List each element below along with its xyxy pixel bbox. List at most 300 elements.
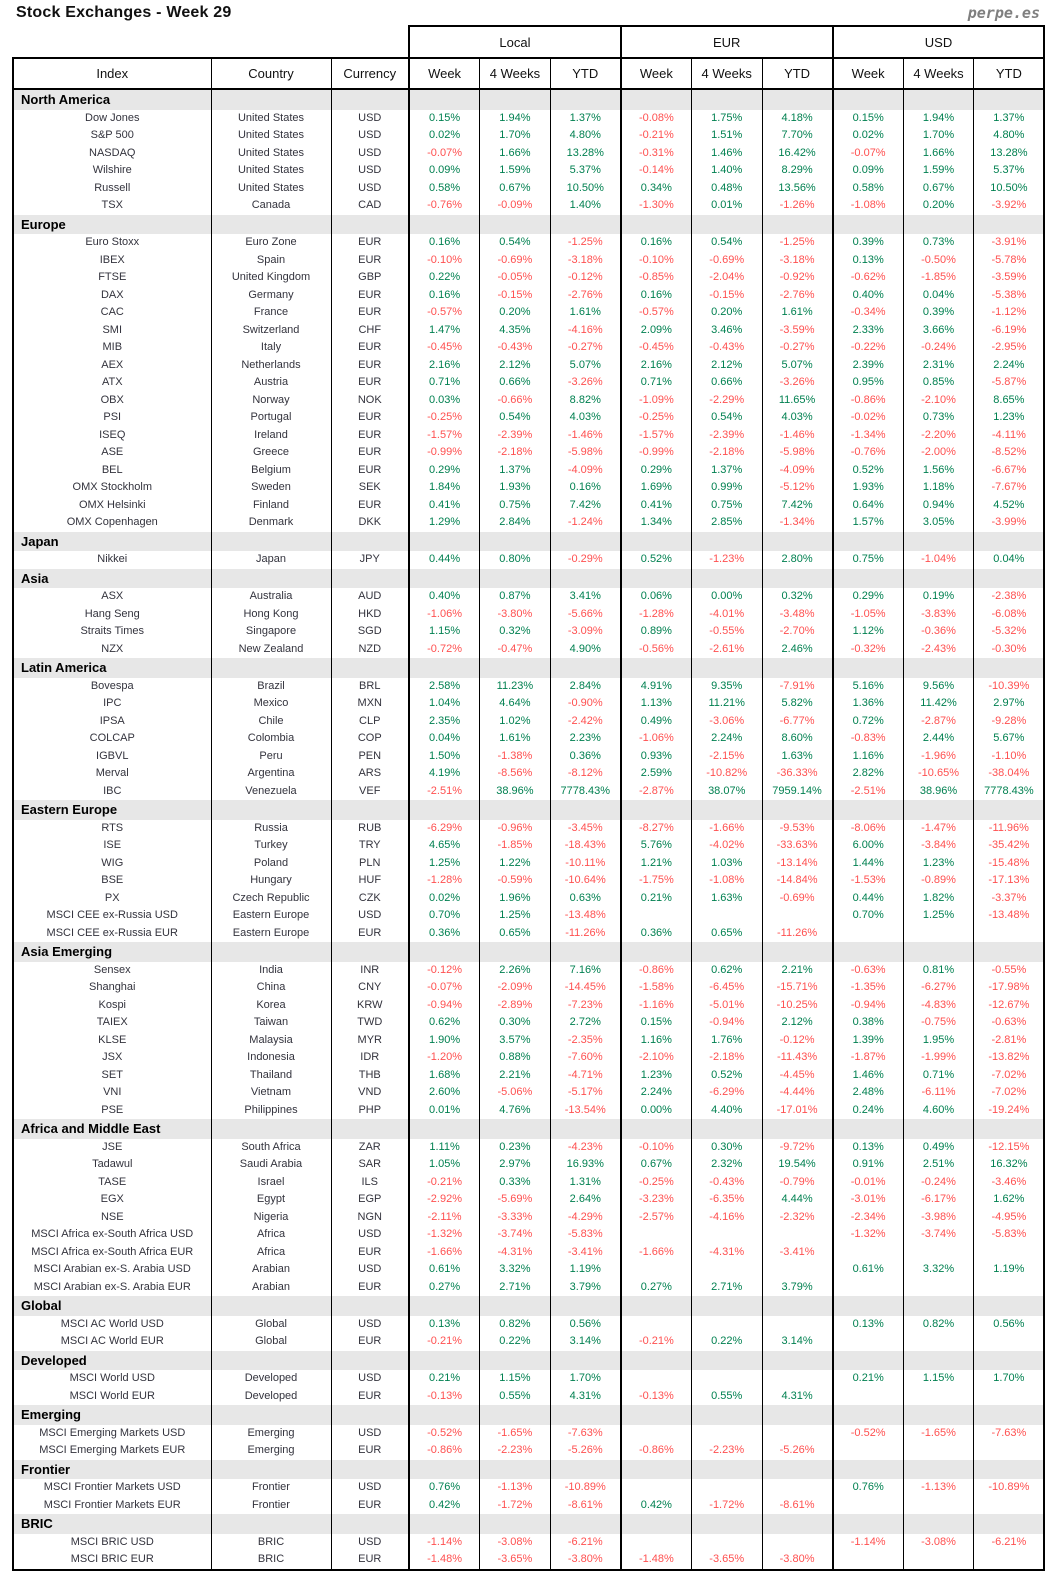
value-cell: 0.44%: [409, 551, 480, 569]
value-cell: -0.79%: [762, 1174, 833, 1192]
country-cell: Vietnam: [211, 1084, 331, 1102]
value-cell: -0.55%: [691, 623, 762, 641]
value-cell: 8.82%: [550, 392, 621, 410]
value-cell: 0.82%: [480, 1316, 551, 1334]
index-cell: ATX: [13, 374, 211, 392]
value-cell: [974, 1333, 1045, 1351]
value-cell: -0.92%: [762, 269, 833, 287]
section-filler-cell: [480, 1514, 551, 1534]
section-filler-cell: [621, 89, 692, 110]
value-cell: -3.26%: [550, 374, 621, 392]
value-cell: 7.70%: [762, 127, 833, 145]
value-cell: 0.49%: [903, 1139, 974, 1157]
index-cell: SET: [13, 1067, 211, 1085]
value-cell: -0.22%: [833, 339, 904, 357]
value-cell: -1.14%: [833, 1534, 904, 1552]
value-cell: -0.96%: [480, 820, 551, 838]
index-cell: JSE: [13, 1139, 211, 1157]
value-cell: -6.21%: [550, 1534, 621, 1552]
section-filler-cell: [409, 1351, 480, 1371]
country-cell: Russia: [211, 820, 331, 838]
currency-cell: EUR: [331, 409, 409, 427]
value-cell: -5.06%: [480, 1084, 551, 1102]
value-cell: 0.23%: [480, 1139, 551, 1157]
value-cell: -2.76%: [550, 287, 621, 305]
section-filler-cell: [621, 1119, 692, 1139]
value-cell: -0.86%: [833, 392, 904, 410]
section-filler-cell: [833, 1296, 904, 1316]
value-cell: -4.45%: [762, 1067, 833, 1085]
section-row: [13, 89, 1044, 110]
section-filler-cell: [409, 569, 480, 589]
value-cell: -1.12%: [974, 304, 1045, 322]
value-cell: -2.70%: [762, 623, 833, 641]
value-cell: -0.56%: [621, 641, 692, 659]
section-filler-cell: [691, 1119, 762, 1139]
value-cell: 1.51%: [691, 127, 762, 145]
value-cell: -13.14%: [762, 855, 833, 873]
section-filler-cell: [974, 532, 1045, 552]
value-cell: 0.54%: [691, 409, 762, 427]
section-filler-cell: [211, 1351, 331, 1371]
country-cell: Saudi Arabia: [211, 1156, 331, 1174]
value-cell: -3.59%: [974, 269, 1045, 287]
value-cell: -0.27%: [550, 339, 621, 357]
value-cell: -9.72%: [762, 1139, 833, 1157]
value-cell: -3.08%: [480, 1534, 551, 1552]
column-header-ytd: YTD: [974, 58, 1045, 89]
value-cell: 0.61%: [409, 1261, 480, 1279]
country-cell: Arabian: [211, 1279, 331, 1297]
value-cell: -0.08%: [621, 110, 692, 128]
value-cell: 1.37%: [974, 110, 1045, 128]
value-cell: -1.34%: [833, 427, 904, 445]
value-cell: -19.24%: [974, 1102, 1045, 1120]
value-cell: 0.27%: [409, 1279, 480, 1297]
currency-cell: USD: [331, 162, 409, 180]
currency-cell: USD: [331, 145, 409, 163]
value-cell: 0.04%: [903, 287, 974, 305]
currency-cell: USD: [331, 110, 409, 128]
value-cell: [974, 1244, 1045, 1262]
index-cell: SMI: [13, 322, 211, 340]
value-cell: 16.93%: [550, 1156, 621, 1174]
value-cell: 9.56%: [903, 678, 974, 696]
value-cell: 3.57%: [480, 1032, 551, 1050]
value-cell: 1.22%: [480, 855, 551, 873]
value-cell: -2.10%: [621, 1049, 692, 1067]
currency-cell: VEF: [331, 783, 409, 801]
value-cell: 3.41%: [550, 588, 621, 606]
value-cell: [974, 1497, 1045, 1515]
country-cell: India: [211, 962, 331, 980]
value-cell: 2.46%: [762, 641, 833, 659]
section-filler-cell: [550, 1296, 621, 1316]
section-filler-cell: [621, 1405, 692, 1425]
value-cell: -2.51%: [833, 783, 904, 801]
group-header-spacer: [13, 26, 409, 58]
index-cell: MSCI World EUR: [13, 1388, 211, 1406]
value-cell: -6.35%: [691, 1191, 762, 1209]
index-cell: OMX Copenhagen: [13, 514, 211, 532]
country-cell: United States: [211, 127, 331, 145]
value-cell: 5.67%: [974, 730, 1045, 748]
value-cell: 4.03%: [550, 409, 621, 427]
value-cell: 1.69%: [621, 479, 692, 497]
value-cell: -5.83%: [550, 1226, 621, 1244]
value-cell: -1.28%: [409, 872, 480, 890]
value-cell: 0.13%: [833, 1139, 904, 1157]
section-filler-cell: [480, 1460, 551, 1480]
section-filler-cell: [762, 532, 833, 552]
value-cell: 0.75%: [691, 497, 762, 515]
country-cell: Denmark: [211, 514, 331, 532]
section-filler-cell: [550, 215, 621, 235]
country-cell: Australia: [211, 588, 331, 606]
value-cell: [762, 1261, 833, 1279]
value-cell: 1.70%: [480, 127, 551, 145]
currency-cell: USD: [331, 1316, 409, 1334]
currency-cell: EUR: [331, 444, 409, 462]
currency-cell: EUR: [331, 427, 409, 445]
value-cell: 1.03%: [691, 855, 762, 873]
index-cell: IGBVL: [13, 748, 211, 766]
value-cell: -1.57%: [621, 427, 692, 445]
value-cell: 0.16%: [621, 234, 692, 252]
value-cell: -6.17%: [903, 1191, 974, 1209]
value-cell: -2.29%: [691, 392, 762, 410]
section-filler-cell: [691, 215, 762, 235]
section-filler-cell: [409, 1296, 480, 1316]
value-cell: -0.32%: [833, 641, 904, 659]
country-cell: Egypt: [211, 1191, 331, 1209]
table-row: [13, 1226, 1044, 1244]
value-cell: 1.40%: [691, 162, 762, 180]
section-filler-cell: [550, 942, 621, 962]
table-row: [13, 287, 1044, 305]
country-cell: Global: [211, 1333, 331, 1351]
column-header-ytd: YTD: [550, 58, 621, 89]
value-cell: 38.96%: [903, 783, 974, 801]
value-cell: 3.32%: [480, 1261, 551, 1279]
value-cell: 1.63%: [762, 748, 833, 766]
value-cell: -2.35%: [550, 1032, 621, 1050]
table-row: [13, 197, 1044, 215]
value-cell: 0.75%: [480, 497, 551, 515]
value-cell: 0.29%: [409, 462, 480, 480]
section-filler-cell: [550, 1351, 621, 1371]
value-cell: 13.56%: [762, 180, 833, 198]
value-cell: 0.33%: [480, 1174, 551, 1192]
table-row: [13, 127, 1044, 145]
currency-cell: EUR: [331, 1244, 409, 1262]
value-cell: 2.44%: [903, 730, 974, 748]
value-cell: 0.94%: [903, 497, 974, 515]
value-cell: -0.63%: [974, 1014, 1045, 1032]
index-cell: AEX: [13, 357, 211, 375]
value-cell: 0.42%: [409, 1497, 480, 1515]
value-cell: 0.02%: [409, 890, 480, 908]
section-filler-cell: [691, 658, 762, 678]
index-cell: Wilshire: [13, 162, 211, 180]
index-cell: Nikkei: [13, 551, 211, 569]
section-filler-cell: [621, 532, 692, 552]
value-cell: 0.44%: [833, 890, 904, 908]
value-cell: -7.60%: [550, 1049, 621, 1067]
value-cell: 1.18%: [903, 479, 974, 497]
table-row: [13, 890, 1044, 908]
table-row: [13, 1479, 1044, 1497]
section-name: Emerging: [13, 1405, 211, 1425]
value-cell: -4.29%: [550, 1209, 621, 1227]
value-cell: -1.28%: [621, 606, 692, 624]
section-filler-cell: [974, 658, 1045, 678]
value-cell: 4.64%: [480, 695, 551, 713]
section-filler-cell: [762, 942, 833, 962]
section-filler-cell: [762, 89, 833, 110]
value-cell: 0.02%: [833, 127, 904, 145]
value-cell: -1.08%: [691, 872, 762, 890]
value-cell: 0.52%: [691, 1067, 762, 1085]
value-cell: 2.80%: [762, 551, 833, 569]
value-cell: -0.45%: [621, 339, 692, 357]
table-row: [13, 1442, 1044, 1460]
value-cell: 0.56%: [974, 1316, 1045, 1334]
section-filler-cell: [211, 215, 331, 235]
country-cell: Korea: [211, 997, 331, 1015]
value-cell: 2.24%: [974, 357, 1045, 375]
value-cell: -6.77%: [762, 713, 833, 731]
value-cell: 0.87%: [480, 588, 551, 606]
country-cell: Finland: [211, 497, 331, 515]
value-cell: -17.13%: [974, 872, 1045, 890]
value-cell: -3.65%: [691, 1551, 762, 1570]
section-filler-cell: [331, 800, 409, 820]
section-filler-cell: [762, 1405, 833, 1425]
value-cell: 1.15%: [903, 1370, 974, 1388]
value-cell: 0.16%: [409, 234, 480, 252]
value-cell: 2.32%: [691, 1156, 762, 1174]
value-cell: -5.32%: [974, 623, 1045, 641]
value-cell: -0.21%: [409, 1174, 480, 1192]
table-row: [13, 962, 1044, 980]
section-filler-cell: [480, 800, 551, 820]
currency-cell: TRY: [331, 837, 409, 855]
currency-cell: EUR: [331, 497, 409, 515]
section-filler-cell: [211, 942, 331, 962]
index-cell: MSCI BRIC EUR: [13, 1551, 211, 1570]
index-cell: PSI: [13, 409, 211, 427]
currency-cell: USD: [331, 127, 409, 145]
section-filler-cell: [331, 1514, 409, 1534]
value-cell: -0.89%: [903, 872, 974, 890]
value-cell: [833, 1388, 904, 1406]
value-cell: 0.73%: [903, 409, 974, 427]
currency-cell: USD: [331, 1425, 409, 1443]
value-cell: -4.09%: [550, 462, 621, 480]
section-filler-cell: [833, 942, 904, 962]
value-cell: 0.76%: [409, 1479, 480, 1497]
value-cell: [621, 1370, 692, 1388]
section-filler-cell: [621, 1351, 692, 1371]
value-cell: 1.68%: [409, 1067, 480, 1085]
section-filler-cell: [409, 532, 480, 552]
section-name: Europe: [13, 215, 211, 235]
value-cell: -2.81%: [974, 1032, 1045, 1050]
value-cell: -1.66%: [409, 1244, 480, 1262]
table-row: [13, 765, 1044, 783]
table-head: [13, 26, 1044, 89]
value-cell: -3.01%: [833, 1191, 904, 1209]
value-cell: 16.32%: [974, 1156, 1045, 1174]
column-header-index: Index: [13, 58, 211, 89]
section-filler-cell: [331, 1119, 409, 1139]
value-cell: 16.42%: [762, 145, 833, 163]
value-cell: -2.34%: [833, 1209, 904, 1227]
index-cell: MSCI Emerging Markets USD: [13, 1425, 211, 1443]
value-cell: 0.13%: [833, 252, 904, 270]
value-cell: 3.66%: [903, 322, 974, 340]
value-cell: [621, 1261, 692, 1279]
value-cell: 1.61%: [762, 304, 833, 322]
section-filler-cell: [974, 1405, 1045, 1425]
value-cell: 0.75%: [833, 551, 904, 569]
section-filler-cell: [762, 1514, 833, 1534]
value-cell: 0.81%: [903, 962, 974, 980]
currency-cell: GBP: [331, 269, 409, 287]
value-cell: -3.74%: [480, 1226, 551, 1244]
table-row: [13, 110, 1044, 128]
value-cell: -1.65%: [480, 1425, 551, 1443]
value-cell: -4.71%: [550, 1067, 621, 1085]
value-cell: -3.91%: [974, 234, 1045, 252]
table-row: [13, 1244, 1044, 1262]
section-filler-cell: [409, 1119, 480, 1139]
country-cell: Netherlands: [211, 357, 331, 375]
value-cell: 1.70%: [550, 1370, 621, 1388]
value-cell: [621, 1534, 692, 1552]
value-cell: -3.41%: [550, 1244, 621, 1262]
currency-cell: USD: [331, 1226, 409, 1244]
section-filler-cell: [621, 942, 692, 962]
value-cell: -5.17%: [550, 1084, 621, 1102]
value-cell: -3.23%: [621, 1191, 692, 1209]
value-cell: 5.76%: [621, 837, 692, 855]
value-cell: -1.46%: [762, 427, 833, 445]
value-cell: -4.83%: [903, 997, 974, 1015]
value-cell: -0.52%: [833, 1425, 904, 1443]
value-cell: -0.07%: [409, 145, 480, 163]
value-cell: 1.34%: [621, 514, 692, 532]
top-bar: [0, 0, 1054, 25]
value-cell: 0.27%: [621, 1279, 692, 1297]
value-cell: -0.02%: [833, 409, 904, 427]
value-cell: -3.80%: [762, 1551, 833, 1570]
value-cell: -1.08%: [833, 197, 904, 215]
currency-cell: EUR: [331, 925, 409, 943]
value-cell: 4.91%: [621, 678, 692, 696]
column-header-4-weeks: 4 Weeks: [903, 58, 974, 89]
value-cell: 0.56%: [550, 1316, 621, 1334]
index-cell: PX: [13, 890, 211, 908]
value-cell: 0.29%: [833, 588, 904, 606]
value-cell: 1.37%: [691, 462, 762, 480]
value-cell: 1.44%: [833, 855, 904, 873]
column-header-currency: Currency: [331, 58, 409, 89]
value-cell: -1.47%: [903, 820, 974, 838]
value-cell: [833, 1442, 904, 1460]
index-cell: IPSA: [13, 713, 211, 731]
section-filler-cell: [903, 215, 974, 235]
currency-cell: EUR: [331, 462, 409, 480]
section-row: [13, 569, 1044, 589]
value-cell: 0.55%: [480, 1388, 551, 1406]
value-cell: 0.80%: [480, 551, 551, 569]
value-cell: 1.37%: [480, 462, 551, 480]
value-cell: -0.94%: [691, 1014, 762, 1032]
page-title: Stock Exchanges - Week 29: [16, 4, 232, 21]
country-cell: Chile: [211, 713, 331, 731]
value-cell: 0.20%: [691, 304, 762, 322]
country-cell: Eastern Europe: [211, 907, 331, 925]
index-cell: MSCI Frontier Markets USD: [13, 1479, 211, 1497]
value-cell: 2.12%: [480, 357, 551, 375]
country-cell: Frontier: [211, 1497, 331, 1515]
country-cell: Argentina: [211, 765, 331, 783]
section-filler-cell: [974, 569, 1045, 589]
value-cell: 1.31%: [550, 1174, 621, 1192]
country-cell: United States: [211, 162, 331, 180]
country-cell: Greece: [211, 444, 331, 462]
index-cell: Sensex: [13, 962, 211, 980]
value-cell: -4.95%: [974, 1209, 1045, 1227]
section-filler-cell: [833, 658, 904, 678]
value-cell: 1.82%: [903, 890, 974, 908]
index-cell: MSCI Arabian ex-S. Arabia EUR: [13, 1279, 211, 1297]
index-cell: TASE: [13, 1174, 211, 1192]
value-cell: 13.28%: [974, 145, 1045, 163]
value-cell: [833, 1497, 904, 1515]
country-cell: Venezuela: [211, 783, 331, 801]
value-cell: 2.48%: [833, 1084, 904, 1102]
value-cell: 1.02%: [480, 713, 551, 731]
table-row: [13, 730, 1044, 748]
value-cell: -0.14%: [621, 162, 692, 180]
table-row: [13, 783, 1044, 801]
value-cell: -1.96%: [903, 748, 974, 766]
section-filler-cell: [211, 532, 331, 552]
table-row: [13, 514, 1044, 532]
section-row: [13, 1405, 1044, 1425]
value-cell: -1.48%: [409, 1551, 480, 1570]
table-row: [13, 479, 1044, 497]
value-cell: 0.15%: [621, 1014, 692, 1032]
value-cell: [621, 1479, 692, 1497]
value-cell: [691, 1479, 762, 1497]
value-cell: -0.25%: [409, 409, 480, 427]
value-cell: -2.20%: [903, 427, 974, 445]
country-cell: United States: [211, 145, 331, 163]
value-cell: 0.36%: [409, 925, 480, 943]
column-header-country: Country: [211, 58, 331, 89]
value-cell: 0.88%: [480, 1049, 551, 1067]
section-filler-cell: [903, 532, 974, 552]
value-cell: 0.02%: [409, 127, 480, 145]
value-cell: -5.83%: [974, 1226, 1045, 1244]
table-row: [13, 695, 1044, 713]
value-cell: -1.35%: [833, 979, 904, 997]
index-cell: IPC: [13, 695, 211, 713]
